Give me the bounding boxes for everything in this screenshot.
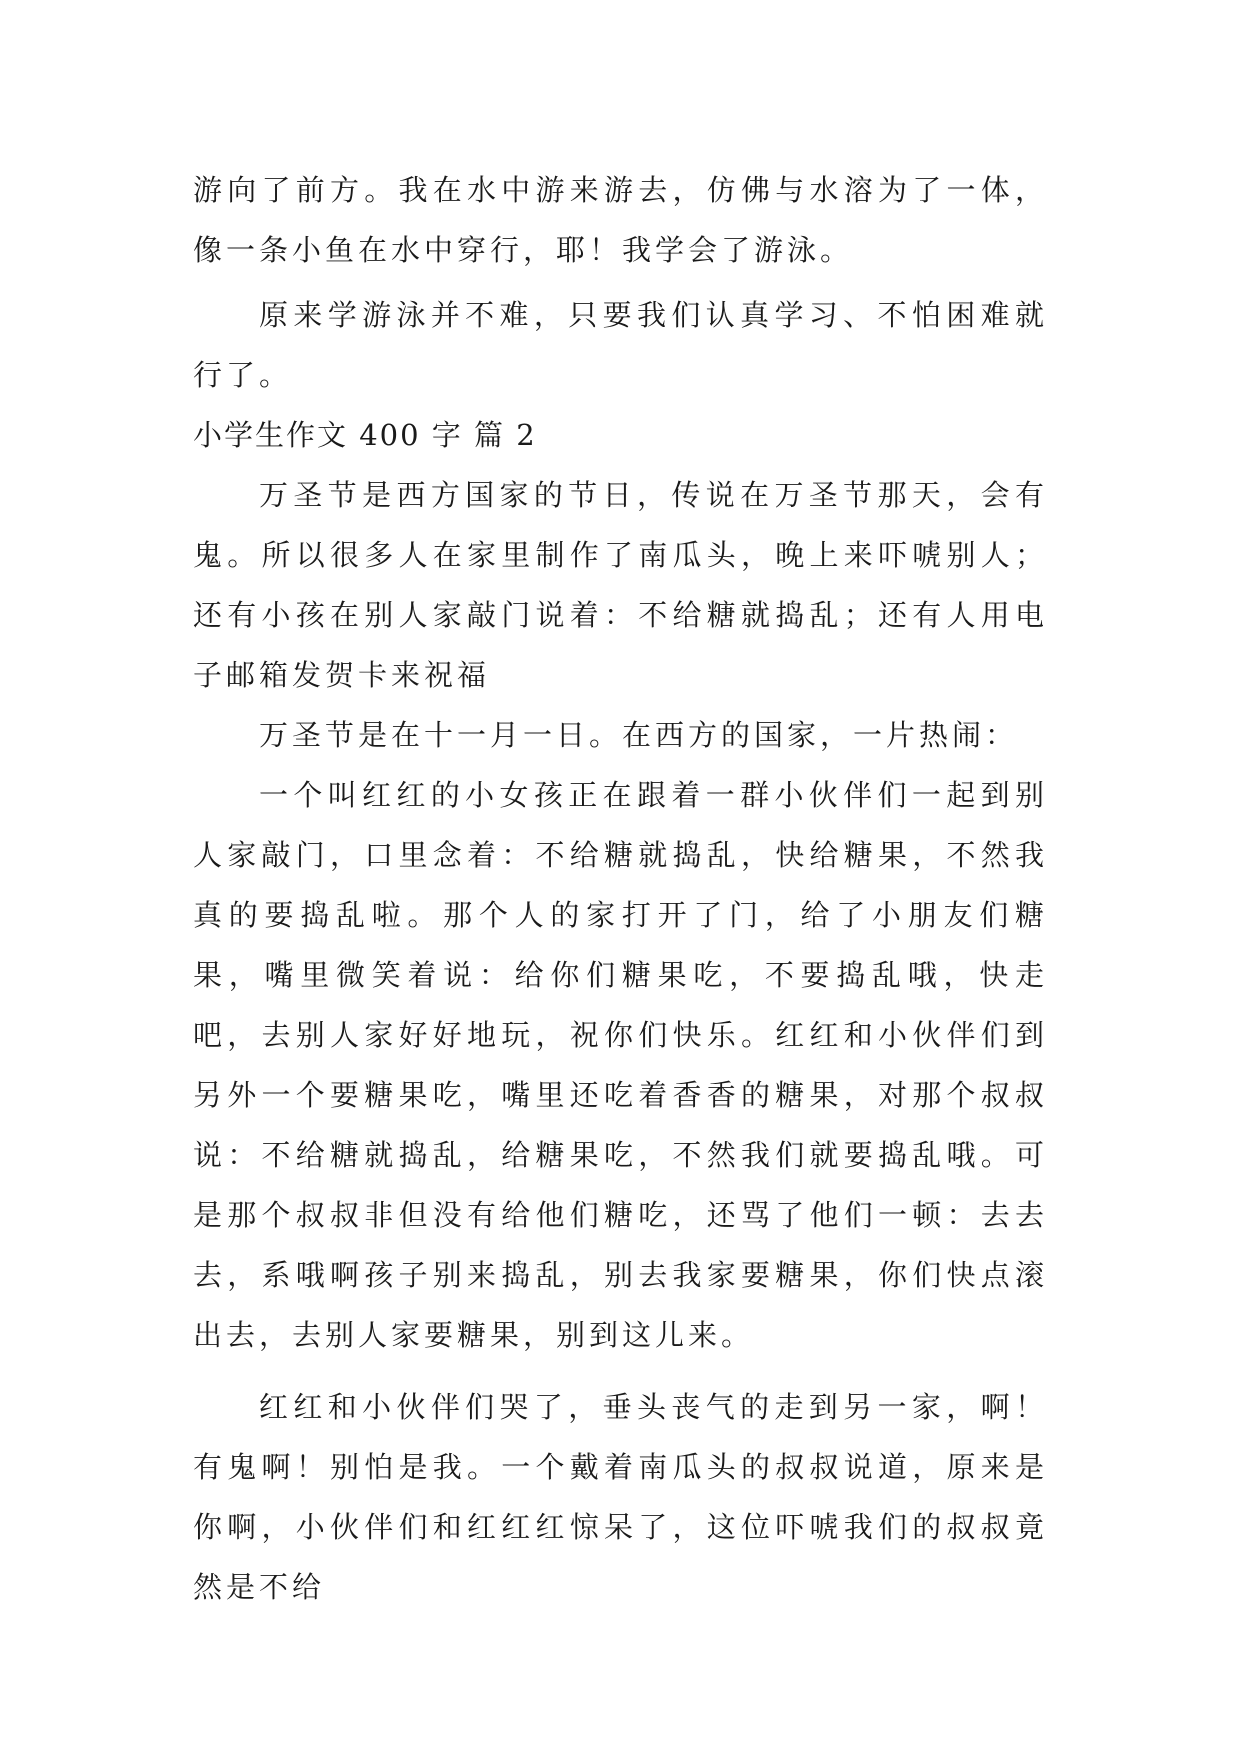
text-column	[193, 160, 1048, 1617]
paragraph-halloween-date: 万圣节是在十一月一日。在西方的国家，一片热闹：	[259, 718, 1019, 752]
section-title: 小学生作文 400 字 篇 2	[193, 418, 537, 452]
paragraph-swimming-continued: 游向了前方。我在水中游来游去，仿佛与水溶为了一体，像一条小鱼在水中穿行，耶！我学会了游泳。	[193, 173, 1048, 267]
paragraph-pumpkin-uncle: 红红和小伙伴们哭了，垂头丧气的走到另一家，啊！有鬼啊！别怕是我。一个戴着南瓜头的叔叔说道，原来是你啊，小伙伴们和红红红惊呆了，这位吓唬我们的叔叔竟然是不给	[193, 1390, 1048, 1604]
paragraph-halloween-intro: 万圣节是西方国家的节日，传说在万圣节那天，会有鬼。所以很多人在家里制作了南瓜头，晚上来吓唬别人；还有小孩在别人家敲门说着：不给糖就捣乱；还有人用电子邮箱发贺卡来祝福	[193, 478, 1048, 692]
paragraph-hong-hong-story: 一个叫红红的小女孩正在跟着一群小伙伴们一起到别人家敲门，口里念着：不给糖就捣乱，快给糖果，不然我真的要捣乱啦。那个人的家打开了门，给了小朋友们糖果，嘴里微笑着说：给你们糖果吃，不要捣乱哦，快走吧，去别人家好好地玩，祝你们快乐。红红和小伙伴们到另外一个要糖果吃，嘴里还吃着香香的糖果，对那个叔叔说：不给糖就捣乱，给糖果吃，不然我们就要捣乱哦。可是那个叔叔非但没有给他们糖吃，还骂了他们一顿：去去去，系哦啊孩子别来捣乱，别去我家要糖果，你们快点滚出去，去别人家要糖果，别到这儿来。	[193, 778, 1048, 1352]
paragraph-swimming-conclusion: 原来学游泳并不难，只要我们认真学习、不怕困难就行了。	[193, 298, 1048, 392]
